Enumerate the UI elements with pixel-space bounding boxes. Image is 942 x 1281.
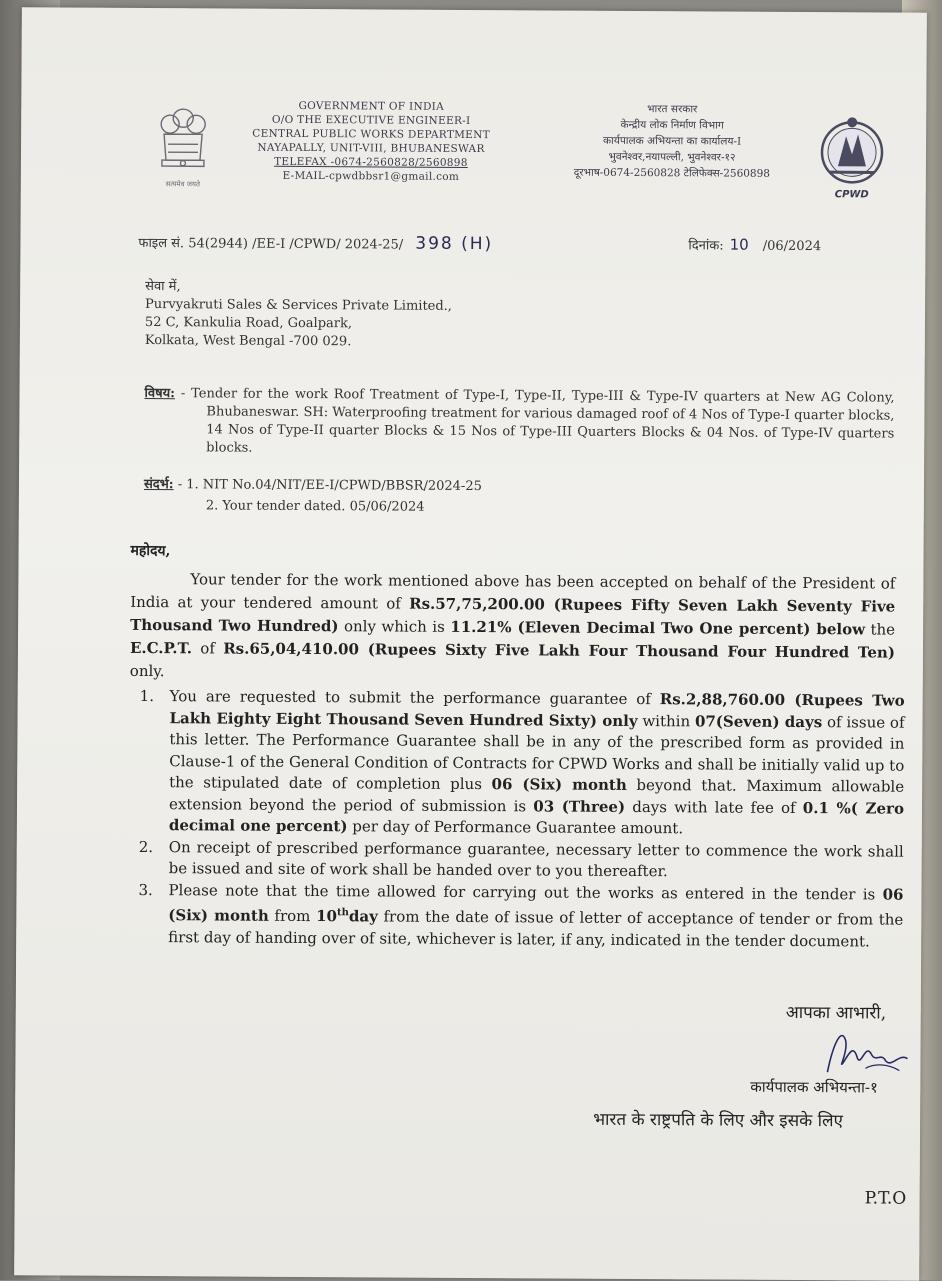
date-day-handwritten: 10 xyxy=(729,235,749,254)
main-paragraph: Your tender for the work mentioned above has been accepted on behalf of the President of India at your tendered amount of Rs.57,75,200.00 (Rupees Fifty Seven Lakh Seventy Five Thousand Two Hundred) only which is 11.21% (Eleven Decimal Two One percent) below the E.C.P.T. of Rs.65,04,410.00 (Rupees Sixty Five Lakh Four Thousand Four Hundred Ten) only. xyxy=(129,570,896,681)
file-no-label: फाइल सं. xyxy=(138,235,185,252)
pg-amount: Rs.2,88,760.00 (Rupees Two Lakh Eighty Eight Thousand Seven Hundred Sixty) only xyxy=(169,690,905,730)
letterhead-line: NAYAPALLY, UNIT-VIII, BHUBANESWAR xyxy=(257,141,485,156)
greeting: महोदय, xyxy=(130,542,171,560)
letterhead-line: कार्यपालक अभियन्ता का कार्यालय-I xyxy=(602,134,742,148)
references-label: संदर्भ: xyxy=(143,477,174,493)
handwritten-number: 398 (H) xyxy=(415,233,494,255)
list-item: 2. On receipt of prescribed performance guarantee, necessary letter to commence the work shall be issued and site of work shall be handed over to you thereafter. xyxy=(138,837,904,881)
subject-text: - Tender for the work Roof Treatment of Type-I, Type-II, Type-III & Type-IV quarters at New AG Colony, Bhubaneswar. SH: Waterproofing treatment for various damaged roof of 4 Nos of Type-I quarter blocks, 14 Nos of Type-II quarter Blocks & 15 Nos of Type-III Quarters Blocks & 04 Nos. of Type-IV quarters blocks. xyxy=(180,386,895,456)
recipient-line: Purvyakruti Sales & Services Private Limited., xyxy=(145,297,453,314)
date-label: दिनांक: xyxy=(688,238,724,254)
letterhead-line: O/O THE EXECUTIVE ENGINEER-I xyxy=(271,113,471,127)
date-month-year: /06/2024 xyxy=(762,238,822,255)
emblem-caption: सत्यमेव जयते xyxy=(165,180,201,189)
letter-page xyxy=(14,7,927,1281)
designation: कार्यपालक अभियन्ता-१ xyxy=(750,1077,878,1097)
letterhead-line: GOVERNMENT OF INDIA xyxy=(298,99,445,113)
recipient-line: Kolkata, West Bengal -700 029. xyxy=(144,333,352,350)
file-no: 54(2944) /EE-I /CPWD/ 2024-25/ xyxy=(188,236,404,253)
letterhead-line: भुवनेश्वर,नयापल्ली, भुवनेश्वर-१२ xyxy=(608,150,736,164)
recipient-address xyxy=(145,278,452,352)
national-emblem-icon xyxy=(156,100,212,195)
subject xyxy=(144,385,894,462)
pto-label: P.T.O xyxy=(864,1188,907,1209)
letterhead-line: CENTRAL PUBLIC WORKS DEPARTMENT xyxy=(252,127,491,142)
logo-text: CPWD xyxy=(834,189,869,201)
list-item: 3. Please note that the time allowed for carrying out the works as entered in the tender is 06 (Six) month from 10thday from the date of issue of letter of acceptance of tender or from the first day of handing over of site, whichever is later, if any, indicated in the tender document. xyxy=(138,880,904,950)
signature xyxy=(815,1022,915,1083)
letterhead-line: भारत सरकार xyxy=(647,103,698,116)
subject-label: विषय: xyxy=(144,386,176,402)
recipient-line: 52 C, Kankulia Road, Goalpark, xyxy=(144,315,353,332)
cpwd-logo-icon xyxy=(816,114,889,202)
letterhead-hindi xyxy=(541,100,803,182)
recipient-salutation: सेवा में, xyxy=(145,279,181,295)
references xyxy=(144,474,482,518)
closing-yours: आपका आभारी, xyxy=(785,1002,887,1024)
letterhead-line: दूरभाष-0674-2560828 टेलिफेक्स-2560898 xyxy=(573,166,771,180)
ecpt-amount: Rs.65,04,410.00 (Rupees Sixty Five Lakh Four Thousand Four Hundred Ten) xyxy=(223,639,896,662)
letterhead-telefax: TELEFAX -0674-2560828/2560898 xyxy=(274,155,468,169)
conditions-list xyxy=(128,686,905,953)
reference-item: - 1. NIT No.04/NIT/EE-I/CPWD/BBSR/2024-25 xyxy=(177,477,482,495)
letterhead-line: केन्द्रीय लोक निर्माण विभाग xyxy=(620,118,724,132)
letter-date xyxy=(688,235,821,254)
list-item: 1. You are requested to submit the performance guarantee of Rs.2,88,760.00 (Rupees Two Lakh Eighty Eight Thousand Seven Hundred Sixty) only within 07(Seven) days of issue of this letter. The Performance Guarantee shall be in any of the prescribed form as provided in Clause-1 of the General Condition of Contracts for CPWD Works and shall be initially valid up to the stipulated date of completion plus 06 (Six) month beyond that. Maximum allowable extension beyond the period of submission is 03 (Three) days with late fee of 0.1 %( Zero decimal one percent) per day of Performance Guarantee amount. xyxy=(139,686,905,838)
letterhead-english xyxy=(226,98,517,184)
reference-item: 2. Your tender dated. 05/06/2024 xyxy=(205,498,425,515)
letterhead-email: E-MAIL-cpwdbbsr1@gmail.com xyxy=(282,169,460,183)
tendered-amount: Rs.57,75,200.00 (Rupees Fifty Seven Lakh Seventy Five Thousand Two Hundred) xyxy=(130,594,896,636)
percent-below: 11.21% (Eleven Decimal Two One percent) below xyxy=(450,617,866,639)
file-reference xyxy=(138,232,493,254)
on-behalf-line: भारत के राष्ट्रपति के लिए और इसके लिए xyxy=(593,1109,844,1132)
